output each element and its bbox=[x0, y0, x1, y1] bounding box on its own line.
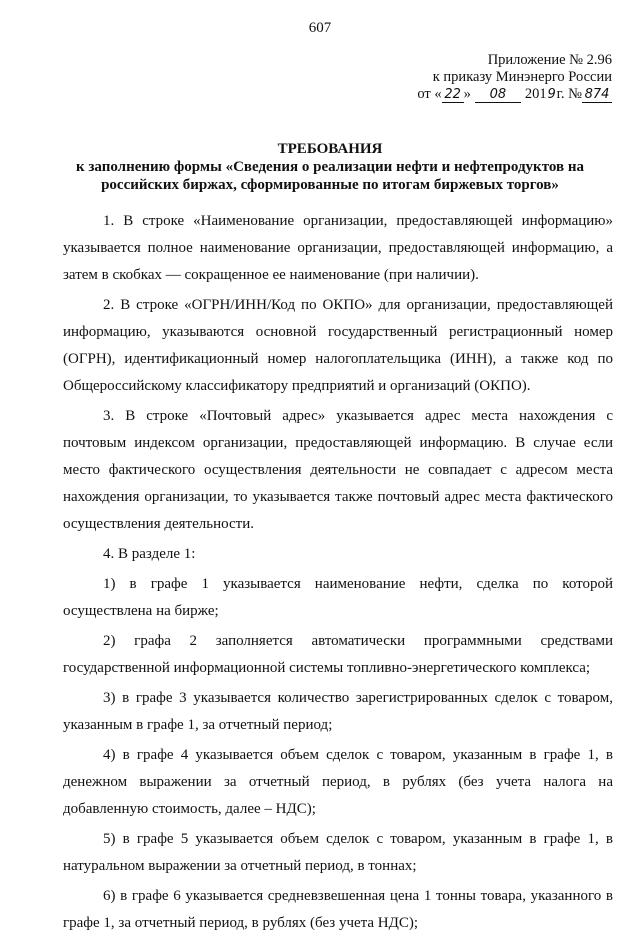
appendix-date-line bbox=[402, 86, 612, 103]
subitem-3: 3) в графе 3 указывается количество зарегистрированных сделок с товаром, указанным в графе 1, за отчетный период; bbox=[63, 690, 613, 733]
subitem-4: 4) в графе 4 указывается объем сделок с товаром, указанным в графе 1, в денежном выражении за отчетный период, в рублях (без учета налога на добавленную стоимость, далее – НДС); bbox=[63, 747, 613, 817]
appendix-block bbox=[402, 52, 612, 103]
paragraph-2: 2. В строке «ОГРН/ИНН/Код по ОКПО» для организации, предоставляющей информацию, указываются основной государственный регистрационный номер (ОГРН), идентификационный номер налогоплательщика (ИНН), а также код по Общероссийскому классификатору предприятий и организаций (ОКПО). bbox=[63, 297, 613, 394]
heading-subtitle: к заполнению формы «Сведения о реализации нефти и нефтепродуктов на российских биржах, сформированные по итогам биржевых торгов» bbox=[76, 159, 584, 193]
paragraph-1: 1. В строке «Наименование организации, предоставляющей информацию» указывается полное наименование организации, предоставляющей информацию, а затем в скобках — сокращенное ее наименование (при наличии). bbox=[63, 213, 613, 283]
handwritten-day: 22 bbox=[442, 88, 464, 103]
document-heading bbox=[40, 140, 620, 194]
number-prefix: г. № bbox=[556, 86, 582, 102]
heading-title: ТРЕБОВАНИЯ bbox=[277, 141, 383, 157]
paragraph-4: 4. В разделе 1: bbox=[103, 546, 196, 562]
subitem-6: 6) в графе 6 указывается средневзвешенная цена 1 тонны товара, указанного в графе 1, за отчетный период, в рублях (без учета НДС); bbox=[63, 888, 613, 931]
handwritten-year-digit: 9 bbox=[547, 87, 556, 102]
year-prefix: 201 bbox=[524, 86, 547, 102]
handwritten-month: 08 bbox=[475, 88, 521, 103]
appendix-order-ref: к приказу Минэнерго России bbox=[432, 69, 612, 85]
handwritten-order-number: 874 bbox=[582, 88, 612, 103]
date-prefix: от « bbox=[417, 86, 442, 102]
paragraph-3: 3. В строке «Почтовый адрес» указывается адрес места нахождения с почтовым индексом организации, предоставляющей информацию. В случае если место фактического осуществления деятельности не совпадает с адресом места нахождения организации, то указывается также почтовый адрес места фактического осуществления деятельности. bbox=[63, 408, 613, 532]
subitem-2: 2) графа 2 заполняется автоматически программными средствами государственной информационной системы топливно-энергетического комплекса; bbox=[63, 633, 613, 676]
appendix-title: Приложение № 2.96 bbox=[487, 52, 612, 68]
subitem-5: 5) в графе 5 указывается объем сделок с товаром, указанным в графе 1, в натуральном выражении за отчетный период, в тоннах; bbox=[63, 831, 613, 874]
date-mid: » bbox=[463, 86, 471, 102]
subitem-1: 1) в графе 1 указывается наименование нефти, сделка по которой осуществлена на бирже; bbox=[63, 576, 613, 619]
page-number: 607 bbox=[308, 20, 332, 36]
document-body bbox=[63, 208, 613, 940]
